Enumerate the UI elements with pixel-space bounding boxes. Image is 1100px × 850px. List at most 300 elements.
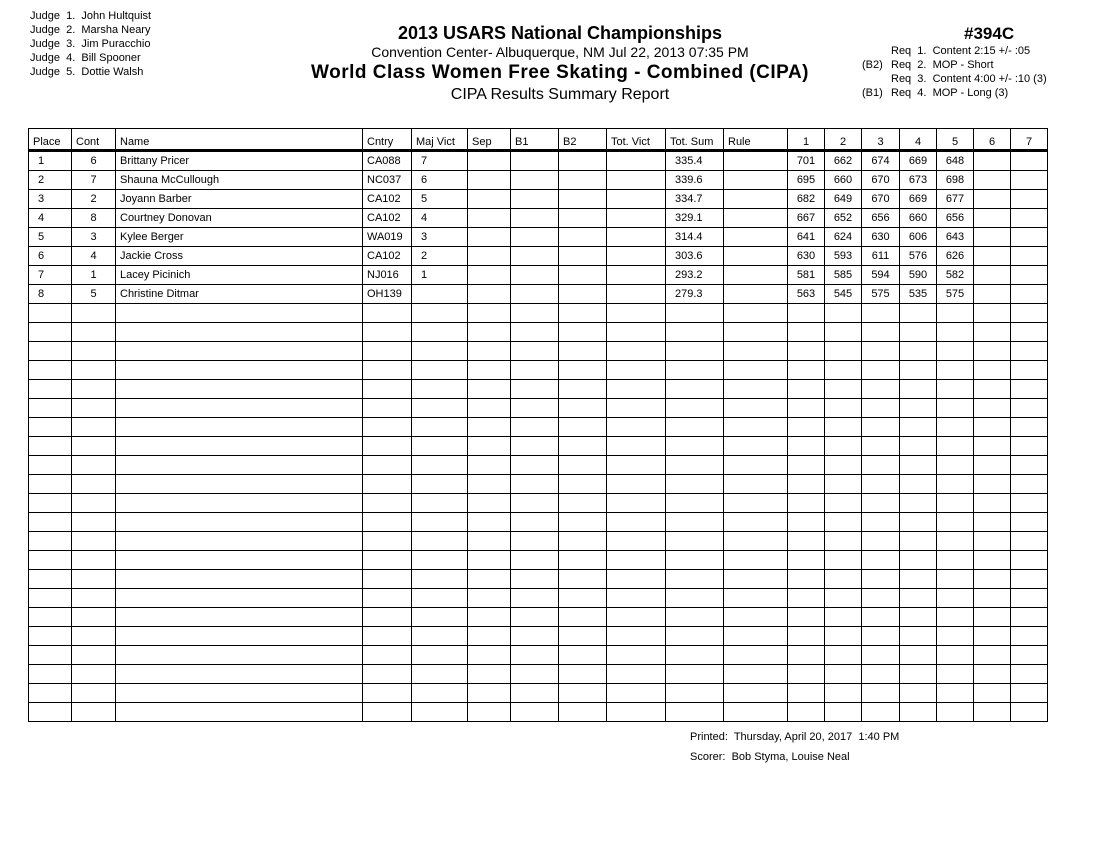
empty-cell [29,627,72,646]
empty-cell [937,646,974,665]
empty-cell [825,703,862,722]
event-number: #394C [964,24,1015,43]
empty-row [29,323,1048,342]
cell-rule [724,209,788,228]
col-judge-3: 3 [862,129,900,151]
empty-cell [937,342,974,361]
cell-j5: 698 [937,171,974,190]
empty-cell [900,532,937,551]
empty-cell [412,494,468,513]
cell-j1: 695 [788,171,825,190]
empty-cell [607,437,666,456]
col-judge-7: 7 [1011,129,1048,151]
cell-sep [468,209,511,228]
empty-cell [412,703,468,722]
cell-maj-vict: 5 [412,190,468,209]
cell-b1 [511,151,559,171]
table-row [29,151,1048,171]
empty-cell [607,684,666,703]
empty-cell [900,399,937,418]
empty-cell [116,513,363,532]
empty-row [29,665,1048,684]
empty-cell [900,646,937,665]
cell-cont: 5 [72,285,116,304]
empty-cell [363,494,412,513]
empty-cell [29,361,72,380]
empty-cell [1011,665,1048,684]
empty-cell [788,380,825,399]
empty-cell [29,684,72,703]
empty-cell [607,494,666,513]
cell-tot-sum: 339.6 [666,171,724,190]
empty-cell [900,418,937,437]
cell-j4: 669 [900,151,937,171]
empty-cell [116,684,363,703]
empty-cell [511,570,559,589]
empty-cell [363,513,412,532]
cell-maj-vict: 1 [412,266,468,285]
empty-cell [862,437,900,456]
cell-tot-sum: 303.6 [666,247,724,266]
cell-maj-vict: 7 [412,151,468,171]
cell-j3: 656 [862,209,900,228]
empty-cell [72,304,116,323]
empty-cell [937,380,974,399]
cell-name: Courtney Donovan [116,209,363,228]
report-header [270,22,880,105]
empty-cell [1011,494,1048,513]
empty-cell [468,437,511,456]
cell-rule [724,190,788,209]
empty-cell [724,494,788,513]
empty-cell [974,684,1011,703]
empty-cell [72,532,116,551]
empty-cell [666,570,724,589]
empty-cell [116,703,363,722]
empty-cell [1011,513,1048,532]
empty-cell [363,475,412,494]
empty-cell [724,361,788,380]
cell-tot-sum: 279.3 [666,285,724,304]
empty-cell [607,570,666,589]
empty-cell [666,437,724,456]
empty-cell [412,342,468,361]
empty-cell [937,513,974,532]
cell-cont: 7 [72,171,116,190]
cell-j2: 662 [825,151,862,171]
empty-cell [363,323,412,342]
empty-cell [724,323,788,342]
empty-cell [363,456,412,475]
col-b2: B2 [559,129,607,151]
empty-cell [724,627,788,646]
empty-cell [974,570,1011,589]
empty-cell [825,627,862,646]
empty-cell [825,437,862,456]
empty-cell [511,323,559,342]
empty-cell [1011,684,1048,703]
judges-list [30,9,151,79]
empty-cell [862,513,900,532]
cell-cntry: OH139 [363,285,412,304]
empty-cell [788,304,825,323]
empty-cell [116,532,363,551]
empty-cell [788,361,825,380]
empty-cell [363,532,412,551]
empty-cell [116,665,363,684]
empty-cell [468,494,511,513]
cell-name: Jackie Cross [116,247,363,266]
table-row [29,209,1048,228]
empty-cell [974,532,1011,551]
empty-cell [937,437,974,456]
cell-sep [468,190,511,209]
empty-cell [511,380,559,399]
empty-cell [116,608,363,627]
col-judge-5: 5 [937,129,974,151]
empty-cell [788,551,825,570]
cell-place: 4 [29,209,72,228]
empty-cell [862,380,900,399]
empty-cell [900,475,937,494]
empty-row [29,380,1048,399]
judge-3: Judge 3. Jim Puracchio [30,38,151,50]
cell-tot-vict [607,209,666,228]
empty-cell [788,608,825,627]
col-judge-6: 6 [974,129,1011,151]
col-judge-2: 2 [825,129,862,151]
cell-j6 [974,151,1011,171]
cell-b1 [511,285,559,304]
empty-cell [116,342,363,361]
cell-j2: 624 [825,228,862,247]
cell-place: 7 [29,266,72,285]
empty-cell [72,570,116,589]
empty-cell [974,418,1011,437]
empty-cell [1011,418,1048,437]
empty-cell [363,399,412,418]
empty-cell [666,627,724,646]
empty-cell [468,684,511,703]
empty-cell [511,399,559,418]
event-title: 2013 USARS National Championships [397,23,723,43]
empty-cell [363,304,412,323]
cell-sep [468,266,511,285]
cell-cntry: WA019 [363,228,412,247]
empty-cell [511,513,559,532]
empty-cell [29,570,72,589]
empty-cell [825,380,862,399]
empty-cell [468,513,511,532]
empty-cell [1011,361,1048,380]
empty-cell [788,532,825,551]
empty-cell [412,361,468,380]
empty-cell [412,323,468,342]
empty-cell [29,418,72,437]
col-b1: B1 [511,129,559,151]
empty-cell [974,342,1011,361]
cell-tot-sum: 329.1 [666,209,724,228]
empty-cell [116,646,363,665]
empty-cell [607,323,666,342]
empty-cell [974,608,1011,627]
empty-cell [116,304,363,323]
empty-cell [974,665,1011,684]
empty-cell [29,456,72,475]
empty-cell [937,589,974,608]
empty-row [29,475,1048,494]
requirement-1: Req 1. Content 2:15 +/- :05 [891,45,1031,57]
empty-cell [974,589,1011,608]
empty-cell [511,342,559,361]
empty-cell [559,551,607,570]
empty-cell [825,304,862,323]
cell-b1 [511,190,559,209]
empty-cell [468,627,511,646]
cell-j2: 660 [825,171,862,190]
empty-cell [412,380,468,399]
empty-cell [29,399,72,418]
empty-cell [825,513,862,532]
empty-cell [511,684,559,703]
empty-cell [724,570,788,589]
empty-cell [412,665,468,684]
empty-cell [29,703,72,722]
cell-name: Christine Ditmar [116,285,363,304]
empty-cell [900,627,937,646]
empty-cell [862,304,900,323]
empty-cell [1011,475,1048,494]
empty-cell [937,323,974,342]
empty-cell [666,456,724,475]
empty-cell [511,551,559,570]
empty-cell [559,513,607,532]
empty-cell [607,475,666,494]
empty-cell [468,646,511,665]
empty-cell [724,399,788,418]
empty-cell [937,494,974,513]
venue-line: Convention Center- Albuquerque, NM Jul 22, 2013 07:35 PM [371,44,749,60]
empty-cell [559,646,607,665]
empty-cell [825,323,862,342]
empty-row [29,627,1048,646]
cell-j7 [1011,209,1048,228]
empty-cell [363,570,412,589]
table-row [29,247,1048,266]
empty-cell [511,608,559,627]
empty-cell [468,551,511,570]
report-title: CIPA Results Summary Report [450,86,670,103]
empty-cell [862,627,900,646]
empty-cell [937,418,974,437]
empty-cell [607,665,666,684]
empty-cell [862,589,900,608]
empty-cell [511,532,559,551]
cell-name: Joyann Barber [116,190,363,209]
empty-cell [1011,570,1048,589]
empty-cell [607,608,666,627]
empty-cell [974,456,1011,475]
empty-cell [974,304,1011,323]
empty-cell [72,589,116,608]
empty-cell [1011,551,1048,570]
cell-place: 6 [29,247,72,266]
cell-j1: 701 [788,151,825,171]
empty-cell [116,475,363,494]
empty-cell [116,456,363,475]
empty-cell [862,418,900,437]
scorer-line: Scorer: Bob Styma, Louise Neal [690,751,850,763]
empty-cell [72,551,116,570]
judge-4: Judge 4. Bill Spooner [30,52,141,64]
empty-cell [29,304,72,323]
cell-b2 [559,285,607,304]
empty-cell [666,380,724,399]
empty-cell [788,418,825,437]
empty-cell [468,703,511,722]
cell-j4: 669 [900,190,937,209]
empty-cell [937,532,974,551]
empty-cell [468,570,511,589]
empty-cell [666,418,724,437]
cell-cntry: CA102 [363,209,412,228]
cell-j6 [974,266,1011,285]
cell-b1 [511,171,559,190]
cell-place: 5 [29,228,72,247]
cell-j4: 660 [900,209,937,228]
empty-cell [116,323,363,342]
requirements-list [862,44,1047,100]
empty-row [29,494,1048,513]
empty-cell [666,475,724,494]
empty-cell [72,456,116,475]
empty-cell [29,665,72,684]
empty-cell [825,532,862,551]
empty-cell [511,589,559,608]
cell-place: 3 [29,190,72,209]
empty-cell [862,399,900,418]
empty-row [29,399,1048,418]
cell-j2: 593 [825,247,862,266]
empty-cell [412,570,468,589]
requirement-4: (B1) Req 4. MOP - Long (3) [862,87,1009,99]
empty-cell [724,532,788,551]
empty-cell [559,684,607,703]
empty-cell [788,399,825,418]
cell-sep [468,247,511,266]
empty-cell [825,608,862,627]
cell-place: 8 [29,285,72,304]
empty-cell [363,551,412,570]
cell-j5: 626 [937,247,974,266]
cell-j6 [974,247,1011,266]
empty-cell [1011,399,1048,418]
cell-j7 [1011,266,1048,285]
empty-cell [788,703,825,722]
empty-cell [511,475,559,494]
cell-maj-vict: 2 [412,247,468,266]
empty-cell [900,437,937,456]
empty-cell [412,608,468,627]
cell-j5: 643 [937,228,974,247]
empty-cell [607,399,666,418]
empty-cell [607,418,666,437]
empty-cell [788,684,825,703]
empty-cell [862,323,900,342]
cell-j1: 581 [788,266,825,285]
empty-cell [1011,380,1048,399]
empty-cell [116,380,363,399]
empty-cell [825,399,862,418]
cell-j3: 594 [862,266,900,285]
cell-cntry: NJ016 [363,266,412,285]
empty-cell [412,646,468,665]
cell-cont: 4 [72,247,116,266]
empty-cell [29,323,72,342]
cell-cntry: CA088 [363,151,412,171]
empty-cell [116,418,363,437]
cell-j5: 677 [937,190,974,209]
cell-tot-vict [607,247,666,266]
empty-cell [412,551,468,570]
empty-cell [511,437,559,456]
empty-row [29,418,1048,437]
cell-tot-vict [607,285,666,304]
cell-tot-sum: 314.4 [666,228,724,247]
empty-cell [607,304,666,323]
empty-row [29,437,1048,456]
table-row [29,266,1048,285]
empty-cell [825,665,862,684]
cell-j3: 611 [862,247,900,266]
col-maj-vict: Maj Vict [412,129,468,151]
empty-cell [72,513,116,532]
empty-cell [29,342,72,361]
empty-cell [468,665,511,684]
empty-cell [363,665,412,684]
empty-cell [724,304,788,323]
cell-j6 [974,285,1011,304]
empty-cell [29,475,72,494]
empty-cell [607,627,666,646]
cell-cntry: CA102 [363,190,412,209]
empty-cell [468,323,511,342]
cell-b2 [559,266,607,285]
cell-rule [724,247,788,266]
empty-cell [900,665,937,684]
cell-name: Kylee Berger [116,228,363,247]
empty-cell [900,361,937,380]
empty-cell [511,418,559,437]
empty-cell [29,494,72,513]
empty-cell [788,475,825,494]
empty-cell [116,551,363,570]
empty-cell [363,589,412,608]
cell-tot-sum: 293.2 [666,266,724,285]
empty-cell [607,342,666,361]
cell-rule [724,285,788,304]
empty-cell [937,304,974,323]
empty-row [29,589,1048,608]
empty-cell [666,399,724,418]
cell-j7 [1011,190,1048,209]
empty-cell [825,551,862,570]
empty-cell [116,399,363,418]
cell-j6 [974,190,1011,209]
cell-j1: 667 [788,209,825,228]
cell-j2: 585 [825,266,862,285]
empty-cell [724,608,788,627]
